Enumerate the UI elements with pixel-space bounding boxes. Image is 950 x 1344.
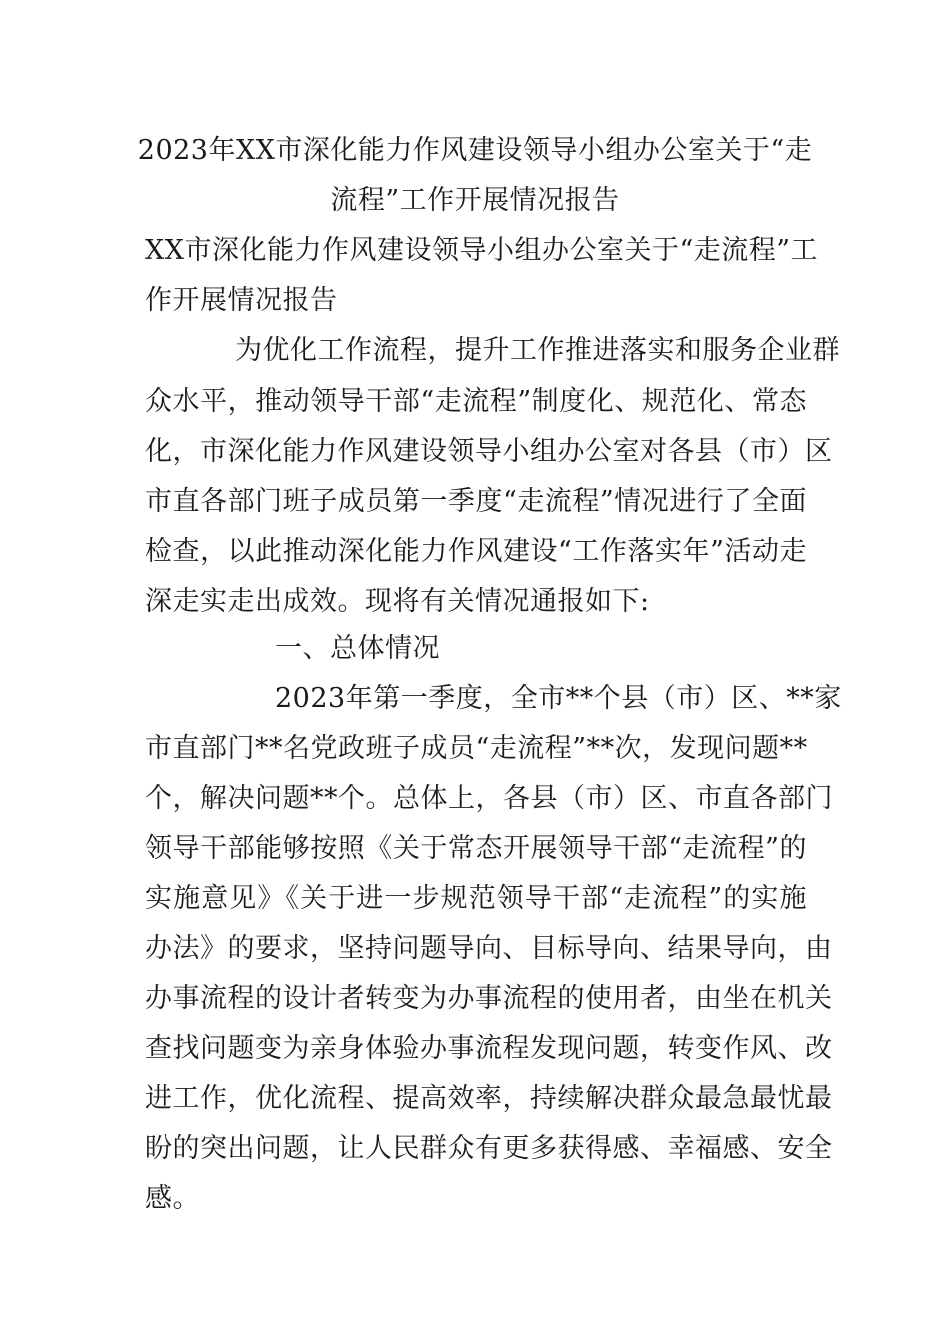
body-line-2: 市直部门**名党政班子成员“走流程”**次，发现问题** <box>145 733 808 764</box>
body-line-3: 个，解决问题**个。总体上，各县（市）区、市直各部门 <box>145 783 833 814</box>
body-line-6: 办法》的要求，坚持问题导向、目标导向、结果导向，由 <box>145 933 833 964</box>
title-line-2: 流程”工作开展情况报告 <box>330 185 620 216</box>
subtitle-line-2: 作开展情况报告 <box>145 285 338 316</box>
intro-line-6: 深走实走出成效。现将有关情况通报如下: <box>145 586 650 617</box>
intro-line-2: 众水平，推动领导干部“走流程”制度化、规范化、常态 <box>145 386 807 417</box>
body-line-10: 盼的突出问题，让人民群众有更多获得感、幸福感、安全 <box>145 1133 833 1164</box>
body-line-11: 感。 <box>145 1183 200 1214</box>
intro-line-5: 检查，以此推动深化能力作风建设“工作落实年”活动走 <box>145 536 807 567</box>
body-line-7: 办事流程的设计者转变为办事流程的使用者，由坐在机关 <box>145 983 833 1014</box>
title-line-1: 2023年XX市深化能力作风建设领导小组办公室关于“走 <box>137 135 813 166</box>
intro-line-4: 市直各部门班子成员第一季度“走流程”情况进行了全面 <box>145 486 807 517</box>
body-line-5: 实施意见》《关于进一步规范领导干部“走流程”的实施 <box>145 883 807 914</box>
body-line-9: 进工作，优化流程、提高效率，持续解决群众最急最忧最 <box>145 1083 833 1114</box>
section-heading: 一、总体情况 <box>275 633 440 664</box>
body-line-4: 领导干部能够按照《关于常态开展领导干部“走流程”的 <box>145 833 807 864</box>
body-line-1: 2023年第一季度，全市**个县（市）区、**家 <box>275 683 842 714</box>
subtitle-line-1: XX市深化能力作风建设领导小组办公室关于“走流程”工 <box>145 235 819 266</box>
body-line-8: 查找问题变为亲身体验办事流程发现问题，转变作风、改 <box>145 1033 833 1064</box>
intro-line-1: 为优化工作流程，提升工作推进落实和服务企业群 <box>235 335 840 366</box>
intro-line-3: 化，市深化能力作风建设领导小组办公室对各县（市）区 <box>145 436 833 467</box>
